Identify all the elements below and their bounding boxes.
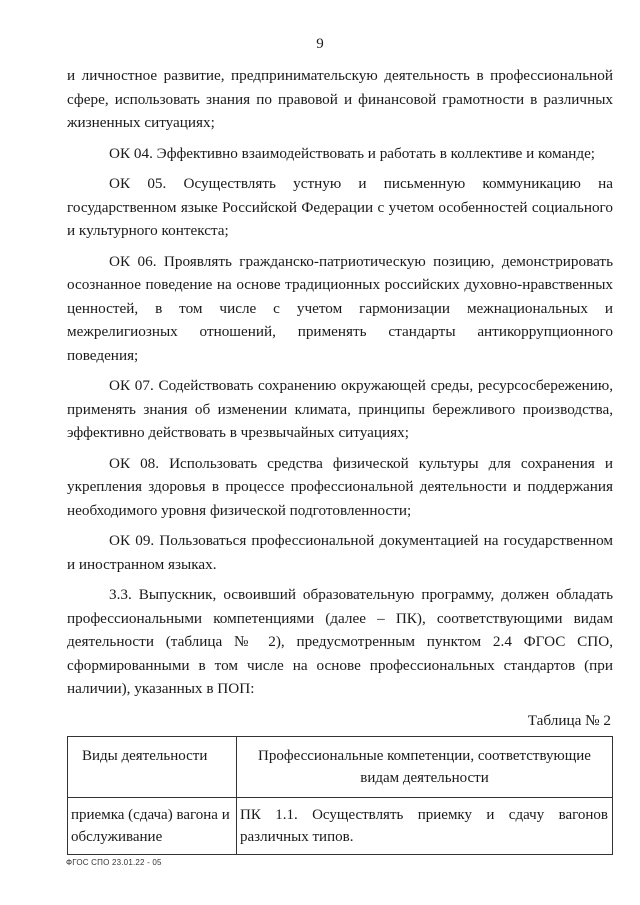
table-caption: Таблица № 2 xyxy=(527,711,611,729)
paragraph-continuation: и личностное развитие, предпринимательскую деятельность в профессиональной сфере, использовать знания по правовой и финансовой грамотности в различных жизненных ситуациях; xyxy=(67,67,613,131)
paragraph-section-3-3: 3.3. Выпускник, освоивший образовательную программу, должен обладать профессиональными компетенциями (далее – ПК), соответствующими видам деятельности (таблица № 2), предусмотренным пунктом 2.4 ФГОС СПО, сформированными в том числе на основе профессиональных стандартов (при наличии), указанных в ПОП: xyxy=(67,586,613,697)
cell-competency: ПК 1.1. Осуществлять приемку и сдачу вагонов различных типов. xyxy=(237,798,613,855)
header-competencies: Профессиональные компетенции, соответствующие видам деятельности xyxy=(237,737,613,798)
page-number: 9 xyxy=(316,36,324,52)
paragraph-ok08: ОК 08. Использовать средства физической культуры для сохранения и укрепления здоровья в процессе профессиональной деятельности и поддержания необходимого уровня физической подготовленности; xyxy=(67,454,613,519)
page-content xyxy=(67,64,613,855)
table-row xyxy=(68,798,613,855)
paragraph-ok07: ОК 07. Содействовать сохранению окружающей среды, ресурсосбережению, применять знания об изменении климата, принципы бережливого производства, эффективно действовать в чрезвычайных ситуациях; xyxy=(67,377,613,441)
paragraph-ok05: ОК 05. Осуществлять устную и письменную коммуникацию на государственном языке Российской Федерации с учетом особенностей социального и культурного контекста; xyxy=(67,175,613,239)
competencies-table xyxy=(67,736,613,855)
paragraph-ok06: ОК 06. Проявлять гражданско-патриотическую позицию, демонстрировать осознанное поведение на основе традиционных российских духовно-нравственных ценностей, в том числе с учетом гармонизации межнациональных и межрелигиозных отношений, применять стандарты антикоррупционного поведения; xyxy=(67,252,613,364)
footer-code: ФГОС СПО 23.01.22 - 05 xyxy=(66,858,162,867)
paragraph-ok09: ОК 09. Пользоваться профессиональной документацией на государственном и иностранном языках. xyxy=(67,532,613,573)
header-activity: Виды деятельности xyxy=(68,737,237,798)
table-header-row xyxy=(68,737,613,798)
paragraph-ok04: ОК 04. Эффективно взаимодействовать и работать в коллективе и команде; xyxy=(109,144,596,162)
cell-activity: приемка (сдача) вагона и обслуживание xyxy=(68,798,237,855)
